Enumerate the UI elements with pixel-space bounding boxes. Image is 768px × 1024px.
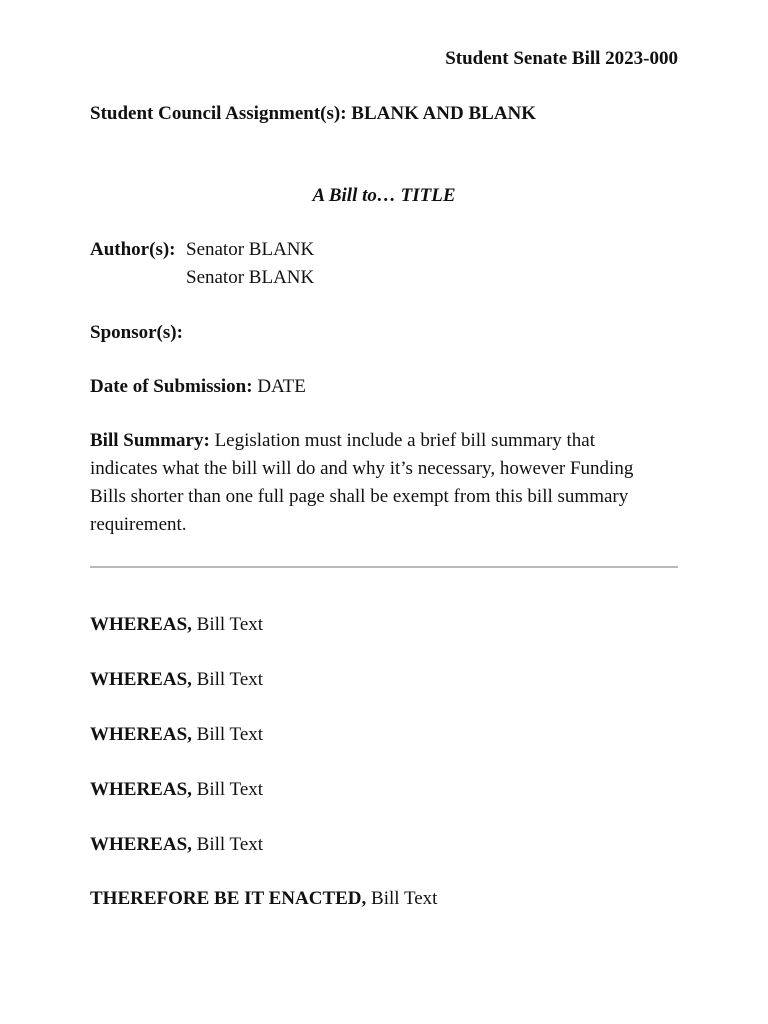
summary-line: indicates what the bill will do and why it’s necessary, however Funding: [90, 458, 634, 479]
whereas-clause: [90, 611, 263, 639]
clause-text: Bill Text: [196, 669, 264, 690]
enactment-lead: THEREFORE BE IT ENACTED,: [90, 888, 367, 909]
whereas-clause: [90, 776, 263, 804]
clause-lead: WHEREAS,: [90, 724, 192, 745]
date-of-submission: [90, 373, 306, 401]
clause-lead: WHEREAS,: [90, 614, 192, 635]
clause-lead: WHEREAS,: [90, 669, 192, 690]
whereas-clause: [90, 721, 263, 749]
sponsors-label: Sponsor(s):: [90, 322, 183, 343]
clause-text: Bill Text: [196, 834, 264, 855]
horizontal-divider: [90, 566, 678, 568]
enactment-text: Bill Text: [371, 888, 438, 909]
clause-text: Bill Text: [196, 614, 264, 635]
summary-line: [90, 427, 678, 455]
bill-number: Student Senate Bill 2023-000: [445, 48, 678, 69]
author-name: Senator BLANK: [186, 239, 315, 260]
date-value: DATE: [257, 376, 306, 397]
whereas-clause: [90, 666, 263, 694]
bill-title: A Bill to… TITLE: [312, 185, 456, 206]
bill-summary: [90, 427, 678, 539]
clause-lead: WHEREAS,: [90, 779, 192, 800]
summary-text: Legislation must include a brief bill summary that: [214, 430, 596, 451]
date-label: Date of Submission:: [90, 376, 253, 397]
enactment-clause: [90, 885, 437, 913]
council-assignment: Student Council Assignment(s): BLANK AND BLANK: [90, 103, 537, 124]
authors-label: Author(s):: [90, 239, 176, 260]
whereas-clause: [90, 831, 263, 859]
clause-text: Bill Text: [196, 779, 264, 800]
author-name: Senator BLANK: [186, 267, 315, 288]
summary-label: Bill Summary:: [90, 430, 210, 451]
clause-text: Bill Text: [196, 724, 264, 745]
summary-line: Bills shorter than one full page shall be exempt from this bill summary: [90, 486, 629, 507]
clause-lead: WHEREAS,: [90, 834, 192, 855]
summary-line: requirement.: [90, 514, 187, 535]
